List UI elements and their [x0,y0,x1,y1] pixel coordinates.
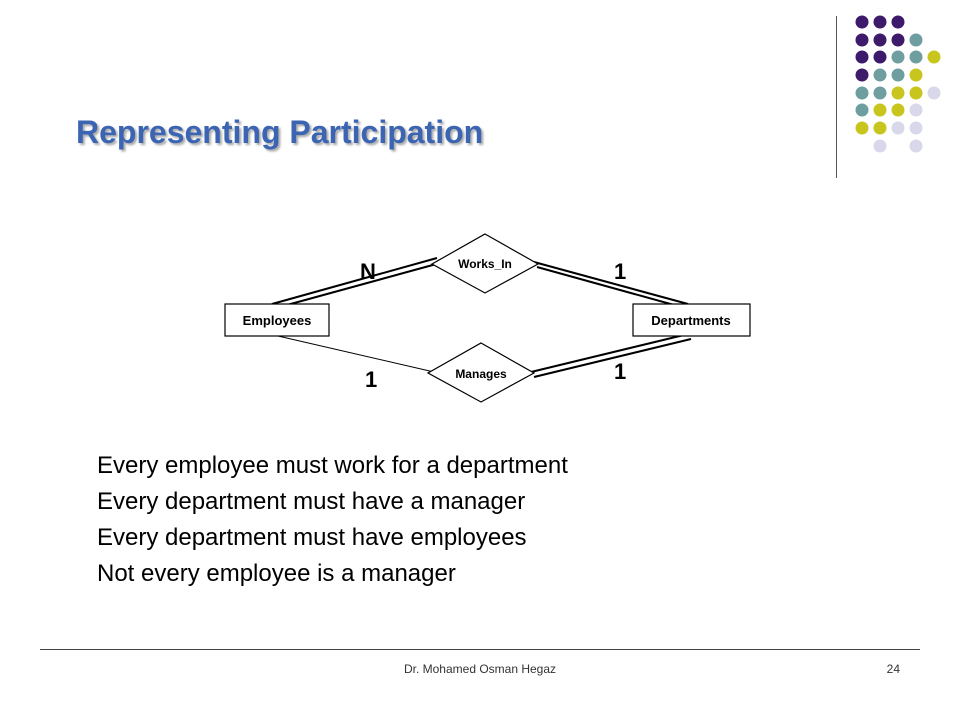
employees-manages-connector [278,336,434,372]
slide-title: Representing Participation [76,114,484,150]
relationship-works-in [432,234,538,293]
footer-divider-line [40,649,920,650]
statement-line: Every department must have employees [97,524,527,551]
footer-author: Dr. Mohamed Osman Hegaz [403,662,557,676]
cardinality-manages-departments: 1 [614,359,627,384]
page-number: 24 [886,662,900,676]
entity-departments-label: Departments [651,313,731,328]
statement-line: Not every employee is a manager [97,560,456,587]
relationship-manages [428,343,534,402]
cardinality-works-in-departments: 1 [614,259,627,284]
statement-line: Every employee must work for a department [97,452,568,479]
employees-works-in-connector [272,258,440,308]
entity-employees-label: Employees [242,313,312,328]
cardinality-employees-works-in: N [360,259,376,284]
manages-departments-connector [531,334,691,377]
statement-line: Every department must have a manager [97,488,526,515]
relationship-manages-label: Manages [455,367,507,381]
relationship-works-in-label: Works_In [458,257,512,271]
entity-departments [633,304,750,336]
works-in-departments-connector [534,262,688,308]
participation-statements [97,448,568,592]
entity-employees [225,304,329,336]
cardinality-employees-manages: 1 [365,367,378,392]
